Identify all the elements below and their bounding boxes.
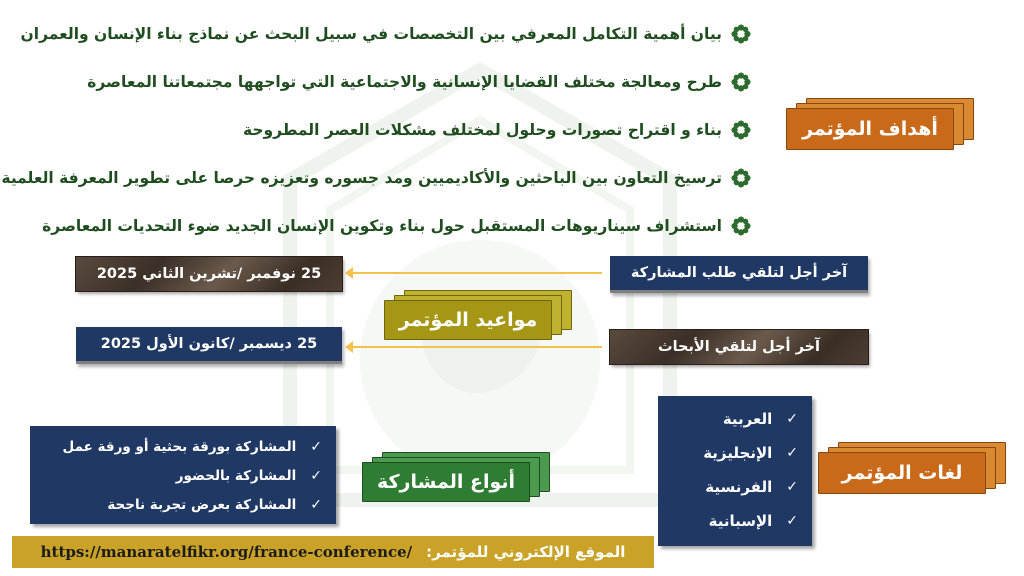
objective-item	[22, 106, 752, 154]
deadline-participation-date: 25 نوفمبر /تشرين الثاني 2025	[76, 257, 342, 291]
arrow-icon	[352, 272, 602, 274]
objective-item	[22, 202, 752, 250]
check-icon: ✓	[786, 445, 798, 461]
objective-text: ترسيخ التعاون بين الباحثين والأكاديميين ومد جسوره وتعزيزه حرصا على تطوير المعرفة العلمية	[1, 169, 722, 187]
language-item	[672, 470, 798, 504]
participation-section-tag	[362, 452, 552, 502]
language-label: الإنجليزية	[703, 444, 773, 462]
participation-item	[44, 461, 322, 490]
objective-text: بناء و اقتراح تصورات وحلول لمختلف مشكلات العصر المطروحة	[242, 121, 722, 139]
languages-box	[658, 396, 812, 546]
objectives-list	[1, 10, 752, 250]
deadline-participation-label: آخر أجل لتلقي طلب المشاركة	[610, 256, 868, 293]
objectives-section-tag	[786, 98, 976, 150]
languages-title: لغات المؤتمر	[818, 452, 986, 494]
participation-item	[44, 490, 322, 519]
objective-text: استشراف سيناريوهات المستقبل حول بناء وتكوين الإنسان الجديد ضوء التحديات المعاصرة	[42, 217, 722, 235]
check-icon: ✓	[786, 479, 798, 495]
participation-types-box	[30, 426, 336, 524]
language-label: الإسبانية	[708, 512, 773, 530]
participation-label: المشاركة بورقة بحثية أو ورقة عمل	[62, 438, 297, 455]
check-icon: ✓	[786, 411, 798, 427]
languages-section-tag	[818, 442, 1008, 494]
language-item	[672, 504, 798, 538]
check-icon: ✓	[310, 467, 322, 484]
flower-icon	[730, 71, 752, 93]
flower-icon	[730, 119, 752, 141]
website-bar	[12, 536, 654, 568]
objective-item	[1, 154, 752, 202]
language-item	[672, 436, 798, 470]
language-label: العربية	[722, 410, 773, 428]
objective-text: طرح ومعالجة مختلف القضايا الإنسانية والاجتماعية التي تواجهها مجتمعاتنا المعاصرة	[87, 73, 722, 91]
objectives-title: أهداف المؤتمر	[786, 108, 954, 150]
participation-label: المشاركة بالحضور	[175, 467, 297, 484]
flower-icon	[730, 23, 752, 45]
language-item	[672, 402, 798, 436]
arrow-icon	[352, 346, 602, 348]
dates-section-tag	[384, 290, 574, 340]
objective-item	[22, 10, 752, 58]
participation-label: المشاركة بعرض تجربة ناجحة	[107, 496, 297, 513]
website-label: الموقع الإلكتروني للمؤتمر:	[426, 543, 626, 561]
objective-item	[22, 58, 752, 106]
objective-text: بيان أهمية التكامل المعرفي بين التخصصات في سبيل البحث عن نماذج بناء الإنسان والعمران	[20, 25, 722, 43]
check-icon: ✓	[310, 438, 322, 455]
check-icon: ✓	[310, 496, 322, 513]
participation-title: أنواع المشاركة	[362, 462, 530, 502]
flower-icon	[730, 167, 752, 189]
website-link[interactable]: https://manaratelfikr.org/france-conference/	[40, 543, 413, 561]
dates-title: مواعيد المؤتمر	[384, 300, 552, 340]
participation-item	[44, 432, 322, 461]
flower-icon	[730, 215, 752, 237]
check-icon: ✓	[786, 513, 798, 529]
deadline-papers-label: آخر أجل لتلقي الأبحاث	[610, 330, 868, 364]
deadline-papers-date: 25 ديسمبر /كانون الأول 2025	[76, 327, 342, 364]
language-label: الفرنسية	[705, 478, 773, 496]
